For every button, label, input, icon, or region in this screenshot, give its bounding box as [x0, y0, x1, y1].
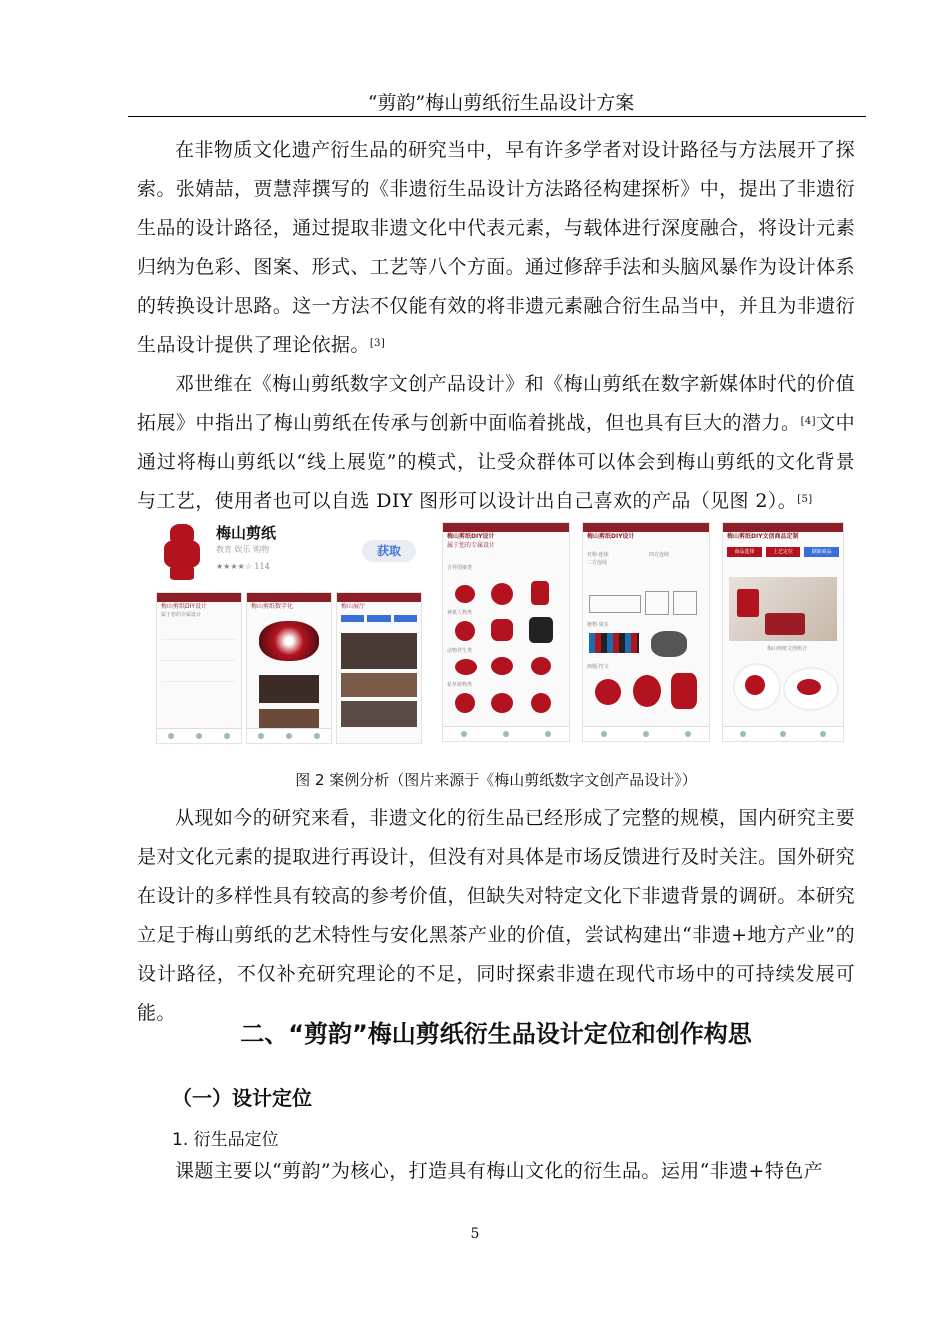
paragraph-literature-1	[137, 131, 855, 365]
screen-title: 梅山剪纸DIY设计	[447, 533, 495, 540]
paragraph-text: 文中通过将梅山剪纸以“线上展览”的模式，让受众群体可以体会到梅山剪纸的文化背景与工艺，使用者也可以自选 DIY 图形可以设计出自己喜欢的产品（见图 2）。	[137, 412, 855, 512]
paragraph-text: 在非物质文化遗产衍生品的研究当中，早有许多学者对设计路径与方法展开了探索。张婧喆，贾慧萍撰写的《非遗衍生品设计方法路径构建探析》中，提出了非遗衍生品的设计路径，通过提取非遗文化中代表元素，与载体进行深度融合，将设计元素归纳为色彩、图案、形式、工艺等八个方面。通过修辞手法和头脑风暴作为设计体系的转换设计思路。这一方法不仅能有效的将非遗元素融合衍生品当中，并且为非遗衍生品设计提供了理论依据。	[137, 139, 855, 356]
screen-subtitle: 属于您的专属设计	[447, 542, 496, 549]
header-rule	[128, 116, 866, 117]
paragraph-literature-2	[137, 365, 855, 521]
shop-button[interactable]: 商品选择	[727, 547, 762, 557]
screen-exhibition	[336, 592, 422, 744]
app-rating	[216, 562, 270, 571]
app-icon	[158, 522, 206, 582]
screen-diy-layout	[582, 522, 710, 742]
screen-label: 梅山剪纸数字化	[251, 603, 294, 610]
screen-sub: 属于您的专属设计	[161, 612, 202, 618]
figure-case-analysis	[150, 520, 840, 742]
screen-label: 梅山剪纸DIY设计	[161, 603, 208, 610]
screen-digital	[246, 592, 332, 744]
section-label: 神祇人物类	[447, 610, 473, 616]
shop-button[interactable]: 刷新商品	[804, 547, 839, 557]
section-heading: 二、“剪韵”梅山剪纸衍生品设计定位和创作构思	[240, 1020, 752, 1048]
pattern-label: 对称·连续	[587, 552, 609, 558]
subsubsection-heading: 1. 衍生品定位	[172, 1130, 279, 1150]
screen-diy-list	[156, 592, 242, 744]
page-number: 5	[470, 1226, 480, 1242]
rating-count: 114	[254, 562, 270, 571]
subsection-heading: （一）设计定位	[172, 1086, 312, 1110]
running-header: “剪韵”梅山剪纸衍生品设计方案	[367, 92, 635, 114]
screen-title: 梅山剪纸DIY设计	[587, 533, 635, 540]
citation-3: [3]	[369, 338, 386, 349]
get-button[interactable]: 获取	[362, 540, 416, 562]
app-store-card	[156, 520, 418, 592]
pattern-label: 植物·果实	[587, 622, 609, 628]
screen-diy-patterns	[442, 522, 570, 742]
pattern-label: 画题·符文	[587, 664, 609, 670]
product-label: 梅山剪纸文创组合	[767, 646, 808, 652]
paragraph-positioning: 课题主要以“剪韵”为核心，打造具有梅山文化的衍生品。运用“非遗+特色产	[175, 1160, 824, 1182]
screen-title: 梅山剪纸DIY文创商品定制	[727, 533, 799, 540]
figure-caption: 图 2 案例分析（图片来源于《梅山剪纸数字文创产品设计》）	[295, 771, 697, 789]
citation-5: [5]	[797, 494, 813, 505]
section-label: 花草植物类	[447, 682, 473, 688]
paragraph-summary: 从现如今的研究来看，非遗文化的衍生品已经形成了完整的规模，国内研究主要是对文化元素的提取进行再设计，但没有对具体是市场反馈进行及时关注。国外研究在设计的多样性具有较高的参考价值，但缺失对特定文化下非遗背景的调研。本研究立足于梅山剪纸的艺术特性与安化黑茶产业的价值，尝试构建出“非遗+地方产业”的设计路径，不仅补充研究理论的不足，同时探索非遗在现代市场中的可持续发展可能。	[137, 807, 855, 1024]
app-name: 梅山剪纸	[216, 524, 277, 542]
app-category: 教育 娱乐 购物	[216, 545, 270, 554]
pattern-label: 二方连续	[587, 560, 608, 566]
citation-4: [4]	[800, 416, 816, 427]
rating-stars: ★★★★☆	[216, 562, 252, 571]
screen-shop	[722, 522, 844, 742]
screen-label: 梅山展厅	[341, 603, 366, 610]
shop-button[interactable]: 上艺定位	[766, 547, 801, 557]
pattern-label: 四方连续	[649, 552, 670, 558]
section-label: 动物祥生类	[447, 648, 473, 654]
section-label: 吉祥图案类	[447, 565, 473, 571]
paragraph-text: 邓世维在《梅山剪纸数字文创产品设计》和《梅山剪纸在数字新媒体时代的价值拓展》中指出了梅山剪纸在传承与创新中面临着挑战，但也具有巨大的潜力。	[137, 373, 855, 434]
